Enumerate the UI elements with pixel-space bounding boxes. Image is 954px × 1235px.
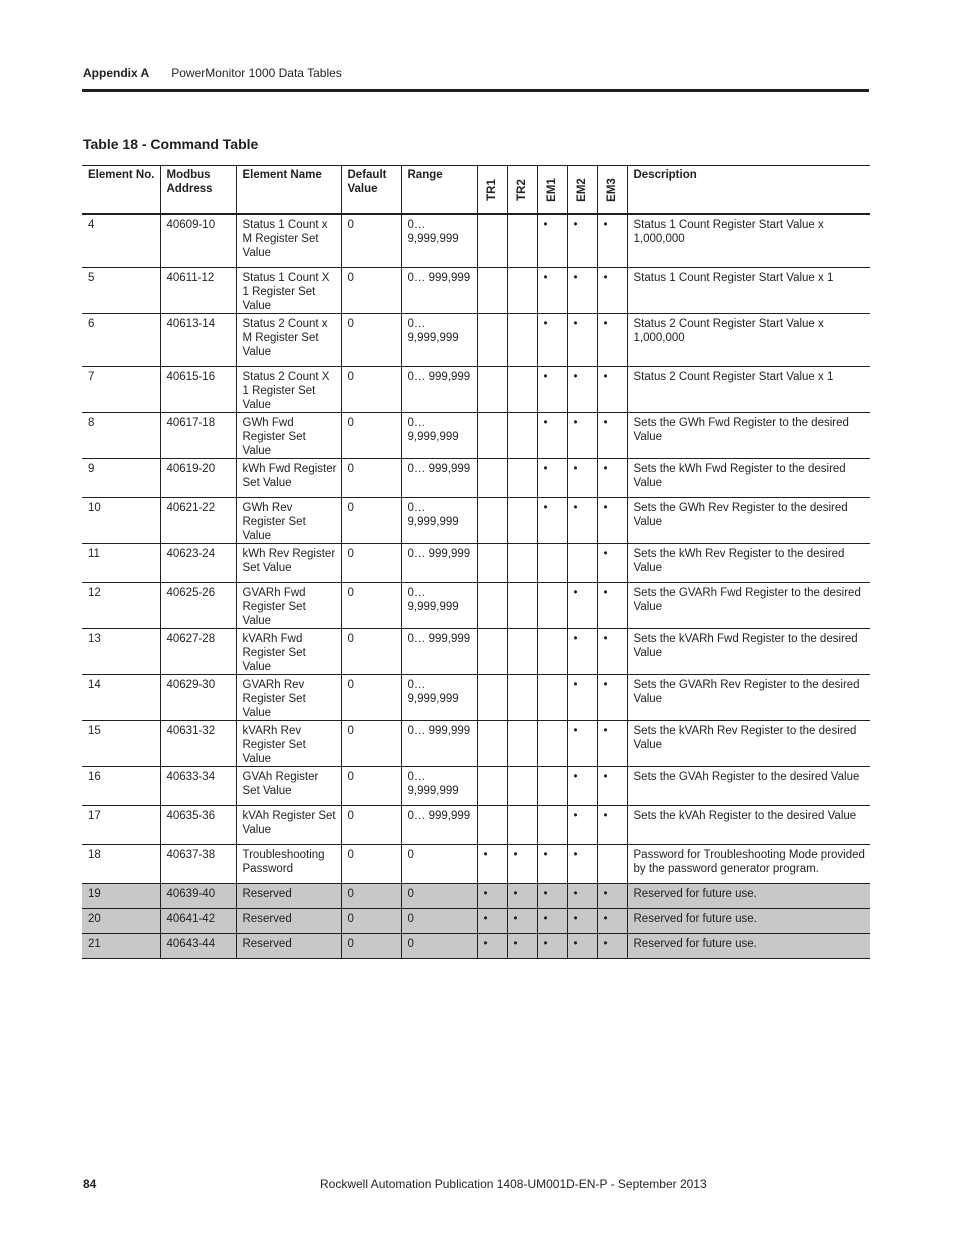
cell-range: 0… 999,999 xyxy=(401,268,477,314)
cell-element-name: Reserved xyxy=(236,884,341,909)
cell-em2: • xyxy=(567,884,597,909)
cell-element-no: 9 xyxy=(88,463,95,475)
cell-modbus-address: 40611-12 xyxy=(160,268,236,314)
cell-tr2 xyxy=(507,314,537,367)
table-row xyxy=(82,544,870,583)
cell-em2: • xyxy=(567,413,597,459)
cell-description: Sets the GVAh Register to the desired Value xyxy=(627,767,870,806)
header-rule xyxy=(82,89,869,92)
cell-tr1 xyxy=(477,675,507,721)
cell-range: 0 xyxy=(401,845,477,884)
cell-range: 0… 9,999,999 xyxy=(401,767,477,806)
cell-em1: • xyxy=(537,884,567,909)
cell-tr2 xyxy=(507,367,537,413)
col-header-modbus-address: Modbus Address xyxy=(160,166,236,215)
cell-description: Sets the kVARh Fwd Register to the desired Value xyxy=(627,629,870,675)
cell-tr1 xyxy=(477,583,507,629)
cell-em2: • xyxy=(567,314,597,367)
cell-range: 0… 999,999 xyxy=(401,721,477,767)
cell-em3 xyxy=(597,845,627,884)
table-header-row xyxy=(82,166,870,215)
cell-default-value: 0 xyxy=(341,413,401,459)
table-row xyxy=(82,767,870,806)
cell-em1: • xyxy=(537,314,567,367)
publication-info: Rockwell Automation Publication 1408-UM001D-EN-P - September 2013 xyxy=(320,1177,707,1191)
cell-em3: • xyxy=(597,583,627,629)
cell-description: Sets the GVARh Rev Register to the desired Value xyxy=(627,675,870,721)
col-header-element-name: Element Name xyxy=(236,166,341,215)
table-row xyxy=(82,884,870,909)
cell-element-name: kWh Fwd Register Set Value xyxy=(236,459,341,498)
cell-em3: • xyxy=(597,413,627,459)
cell-element-no: 7 xyxy=(88,371,95,383)
cell-description: Sets the kWh Rev Register to the desired Value xyxy=(627,544,870,583)
cell-em3: • xyxy=(597,459,627,498)
cell-em2: • xyxy=(567,268,597,314)
cell-modbus-address: 40623-24 xyxy=(160,544,236,583)
cell-em1 xyxy=(537,544,567,583)
col-header-tr2-label: TR2 xyxy=(516,179,528,201)
cell-modbus-address: 40629-30 xyxy=(160,675,236,721)
cell-tr2 xyxy=(507,459,537,498)
cell-modbus-address: 40619-20 xyxy=(160,459,236,498)
cell-tr1: • xyxy=(477,909,507,934)
cell-description: Status 2 Count Register Start Value x 1 xyxy=(627,367,870,413)
cell-em2 xyxy=(567,544,597,583)
cell-em1 xyxy=(537,675,567,721)
cell-em2: • xyxy=(567,367,597,413)
cell-range: 0 xyxy=(401,909,477,934)
cell-tr1 xyxy=(477,629,507,675)
cell-tr2 xyxy=(507,413,537,459)
cell-em2: • xyxy=(567,806,597,845)
table-row xyxy=(82,721,870,767)
cell-description: Sets the GVARh Fwd Register to the desired Value xyxy=(627,583,870,629)
cell-default-value: 0 xyxy=(341,934,401,959)
cell-tr1 xyxy=(477,459,507,498)
cell-element-no: 10 xyxy=(88,502,101,514)
table-row xyxy=(82,268,870,314)
cell-modbus-address: 40631-32 xyxy=(160,721,236,767)
cell-default-value: 0 xyxy=(341,367,401,413)
cell-em2: • xyxy=(567,934,597,959)
cell-element-no: 20 xyxy=(82,909,160,934)
appendix-label: Appendix A xyxy=(83,66,150,80)
cell-default-value: 0 xyxy=(341,314,401,367)
cell-modbus-address: 40617-18 xyxy=(160,413,236,459)
table-row xyxy=(82,214,870,268)
command-table xyxy=(82,165,870,959)
cell-element-no: 17 xyxy=(88,810,101,822)
cell-element-name: GVARh Fwd Register Set Value xyxy=(236,583,341,629)
cell-tr1 xyxy=(477,367,507,413)
cell-em1 xyxy=(537,721,567,767)
cell-element-no: 6 xyxy=(88,318,95,330)
cell-element-no: 15 xyxy=(88,725,101,737)
col-header-tr1-label: TR1 xyxy=(486,179,498,201)
cell-description: Sets the GWh Rev Register to the desired Value xyxy=(627,498,870,544)
cell-description: Status 1 Count Register Start Value x 1 xyxy=(627,268,870,314)
cell-element-no: 8 xyxy=(88,417,95,429)
cell-tr1 xyxy=(477,806,507,845)
table-row xyxy=(82,413,870,459)
cell-range: 0… 9,999,999 xyxy=(401,675,477,721)
cell-modbus-address: 40635-36 xyxy=(160,806,236,845)
cell-tr2: • xyxy=(507,909,537,934)
cell-em3: • xyxy=(597,367,627,413)
cell-element-name: Status 1 Count x M Register Set Value xyxy=(236,214,341,268)
cell-default-value: 0 xyxy=(341,544,401,583)
cell-em1: • xyxy=(537,845,567,884)
cell-em2: • xyxy=(567,498,597,544)
cell-range: 0… 9,999,999 xyxy=(401,583,477,629)
cell-tr1 xyxy=(477,314,507,367)
cell-tr1 xyxy=(477,767,507,806)
cell-range: 0… 999,999 xyxy=(401,367,477,413)
cell-modbus-address: 40615-16 xyxy=(160,367,236,413)
cell-default-value: 0 xyxy=(341,214,401,268)
table-row xyxy=(82,583,870,629)
cell-range: 0… 9,999,999 xyxy=(401,314,477,367)
cell-tr1 xyxy=(477,544,507,583)
cell-em3: • xyxy=(597,806,627,845)
cell-range: 0… 999,999 xyxy=(401,544,477,583)
cell-em1 xyxy=(537,767,567,806)
cell-em1: • xyxy=(537,268,567,314)
cell-tr2 xyxy=(507,806,537,845)
cell-default-value: 0 xyxy=(341,498,401,544)
col-header-range: Range xyxy=(401,166,477,215)
cell-description: Reserved for future use. xyxy=(627,884,870,909)
cell-element-name: kVARh Rev Register Set Value xyxy=(236,721,341,767)
cell-em1: • xyxy=(537,214,567,268)
cell-element-name: Status 1 Count X 1 Register Set Value xyxy=(236,268,341,314)
cell-element-name: GVARh Rev Register Set Value xyxy=(236,675,341,721)
cell-tr1: • xyxy=(477,934,507,959)
cell-element-name: Status 2 Count x M Register Set Value xyxy=(236,314,341,367)
cell-modbus-address: 40609-10 xyxy=(160,214,236,268)
cell-range: 0 xyxy=(401,884,477,909)
cell-tr1 xyxy=(477,721,507,767)
col-header-default-value: Default Value xyxy=(341,166,401,215)
cell-element-name: GVAh Register Set Value xyxy=(236,767,341,806)
cell-element-name: Troubleshooting Password xyxy=(236,845,341,884)
cell-tr1 xyxy=(477,214,507,268)
cell-element-name: Reserved xyxy=(236,934,341,959)
table-row xyxy=(82,845,870,884)
col-header-em2 xyxy=(567,166,597,215)
cell-element-no: 11 xyxy=(88,548,100,560)
cell-em1: • xyxy=(537,498,567,544)
cell-em3: • xyxy=(597,884,627,909)
cell-modbus-address: 40637-38 xyxy=(160,845,236,884)
cell-em3: • xyxy=(597,268,627,314)
cell-tr1 xyxy=(477,413,507,459)
cell-modbus-address: 40625-26 xyxy=(160,583,236,629)
cell-default-value: 0 xyxy=(341,884,401,909)
cell-default-value: 0 xyxy=(341,721,401,767)
col-header-em3-label: EM3 xyxy=(606,178,618,202)
cell-tr2 xyxy=(507,268,537,314)
cell-default-value: 0 xyxy=(341,806,401,845)
cell-em1: • xyxy=(537,459,567,498)
cell-em1 xyxy=(537,806,567,845)
cell-tr2 xyxy=(507,629,537,675)
cell-tr2 xyxy=(507,675,537,721)
cell-em2: • xyxy=(567,909,597,934)
cell-em2: • xyxy=(567,459,597,498)
cell-em1: • xyxy=(537,367,567,413)
cell-description: Password for Troubleshooting Mode provided by the password generator program. xyxy=(627,845,870,884)
cell-em1 xyxy=(537,583,567,629)
cell-tr1 xyxy=(477,498,507,544)
cell-default-value: 0 xyxy=(341,909,401,934)
cell-tr2 xyxy=(507,767,537,806)
cell-element-name: kWh Rev Register Set Value xyxy=(236,544,341,583)
cell-modbus-address: 40633-34 xyxy=(160,767,236,806)
cell-tr1: • xyxy=(477,884,507,909)
col-header-element-no: Element No. xyxy=(88,169,155,181)
cell-tr2 xyxy=(507,583,537,629)
cell-description: Sets the kVAh Register to the desired Value xyxy=(627,806,870,845)
cell-em2: • xyxy=(567,721,597,767)
cell-default-value: 0 xyxy=(341,268,401,314)
table-row xyxy=(82,629,870,675)
cell-tr2: • xyxy=(507,845,537,884)
cell-element-no: 18 xyxy=(88,849,101,861)
cell-em2: • xyxy=(567,214,597,268)
cell-description: Status 1 Count Register Start Value x 1,000,000 xyxy=(627,214,870,268)
cell-default-value: 0 xyxy=(341,583,401,629)
cell-modbus-address: 40621-22 xyxy=(160,498,236,544)
table-row xyxy=(82,314,870,367)
table-row xyxy=(82,459,870,498)
cell-description: Reserved for future use. xyxy=(627,934,870,959)
cell-default-value: 0 xyxy=(341,629,401,675)
cell-em1: • xyxy=(537,413,567,459)
cell-modbus-address: 40627-28 xyxy=(160,629,236,675)
cell-range: 0… 999,999 xyxy=(401,806,477,845)
col-header-em3 xyxy=(597,166,627,215)
cell-range: 0… 999,999 xyxy=(401,459,477,498)
cell-element-no: 13 xyxy=(88,633,101,645)
cell-element-no: 19 xyxy=(82,884,160,909)
cell-element-name: Status 2 Count X 1 Register Set Value xyxy=(236,367,341,413)
cell-element-name: GWh Rev Register Set Value xyxy=(236,498,341,544)
cell-em3: • xyxy=(597,214,627,268)
cell-tr2 xyxy=(507,544,537,583)
running-header xyxy=(83,66,342,80)
col-header-em1 xyxy=(537,166,567,215)
cell-em2: • xyxy=(567,845,597,884)
cell-element-no: 16 xyxy=(88,771,101,783)
cell-range: 0… 999,999 xyxy=(401,629,477,675)
table-row xyxy=(82,806,870,845)
cell-description: Sets the kVARh Rev Register to the desired Value xyxy=(627,721,870,767)
col-header-em1-label: EM1 xyxy=(546,178,558,202)
cell-tr1: • xyxy=(477,845,507,884)
cell-description: Status 2 Count Register Start Value x 1,000,000 xyxy=(627,314,870,367)
cell-range: 0… 9,999,999 xyxy=(401,413,477,459)
cell-em2: • xyxy=(567,767,597,806)
cell-em2: • xyxy=(567,629,597,675)
table-row xyxy=(82,934,870,959)
cell-modbus-address: 40613-14 xyxy=(160,314,236,367)
table-caption: Table 18 - Command Table xyxy=(83,136,259,152)
cell-range: 0 xyxy=(401,934,477,959)
cell-modbus-address: 40641-42 xyxy=(160,909,236,934)
cell-em3: • xyxy=(597,675,627,721)
page-number: 84 xyxy=(83,1177,97,1191)
cell-description: Reserved for future use. xyxy=(627,909,870,934)
cell-em2: • xyxy=(567,583,597,629)
col-header-tr1 xyxy=(477,166,507,215)
cell-range: 0… 9,999,999 xyxy=(401,498,477,544)
cell-default-value: 0 xyxy=(341,767,401,806)
cell-tr2: • xyxy=(507,884,537,909)
cell-em1: • xyxy=(537,909,567,934)
col-header-em2-label: EM2 xyxy=(576,178,588,202)
cell-element-no: 14 xyxy=(88,679,101,691)
cell-em3: • xyxy=(597,629,627,675)
cell-em3: • xyxy=(597,934,627,959)
cell-description: Sets the kWh Fwd Register to the desired Value xyxy=(627,459,870,498)
cell-element-no: 12 xyxy=(88,587,101,599)
cell-element-no: 4 xyxy=(88,219,95,231)
col-header-tr2 xyxy=(507,166,537,215)
cell-element-no: 5 xyxy=(88,272,95,284)
cell-em3: • xyxy=(597,767,627,806)
cell-modbus-address: 40643-44 xyxy=(160,934,236,959)
cell-em3: • xyxy=(597,498,627,544)
cell-default-value: 0 xyxy=(341,845,401,884)
cell-tr1 xyxy=(477,268,507,314)
cell-element-name: kVAh Register Set Value xyxy=(236,806,341,845)
cell-default-value: 0 xyxy=(341,459,401,498)
cell-em3: • xyxy=(597,544,627,583)
cell-tr2: • xyxy=(507,934,537,959)
cell-default-value: 0 xyxy=(341,675,401,721)
cell-description: Sets the GWh Fwd Register to the desired Value xyxy=(627,413,870,459)
cell-em1 xyxy=(537,629,567,675)
cell-element-name: GWh Fwd Register Set Value xyxy=(236,413,341,459)
cell-em3: • xyxy=(597,314,627,367)
cell-element-no: 21 xyxy=(82,934,160,959)
cell-em3: • xyxy=(597,721,627,767)
header-title: PowerMonitor 1000 Data Tables xyxy=(171,66,342,80)
table-row xyxy=(82,675,870,721)
cell-em1: • xyxy=(537,934,567,959)
table-row xyxy=(82,367,870,413)
col-header-description: Description xyxy=(627,166,870,215)
cell-modbus-address: 40639-40 xyxy=(160,884,236,909)
cell-tr2 xyxy=(507,214,537,268)
cell-element-name: Reserved xyxy=(236,909,341,934)
cell-range: 0… 9,999,999 xyxy=(401,214,477,268)
cell-element-name: kVARh Fwd Register Set Value xyxy=(236,629,341,675)
table-row xyxy=(82,909,870,934)
cell-tr2 xyxy=(507,498,537,544)
cell-tr2 xyxy=(507,721,537,767)
cell-em3: • xyxy=(597,909,627,934)
table-row xyxy=(82,498,870,544)
cell-em2: • xyxy=(567,675,597,721)
